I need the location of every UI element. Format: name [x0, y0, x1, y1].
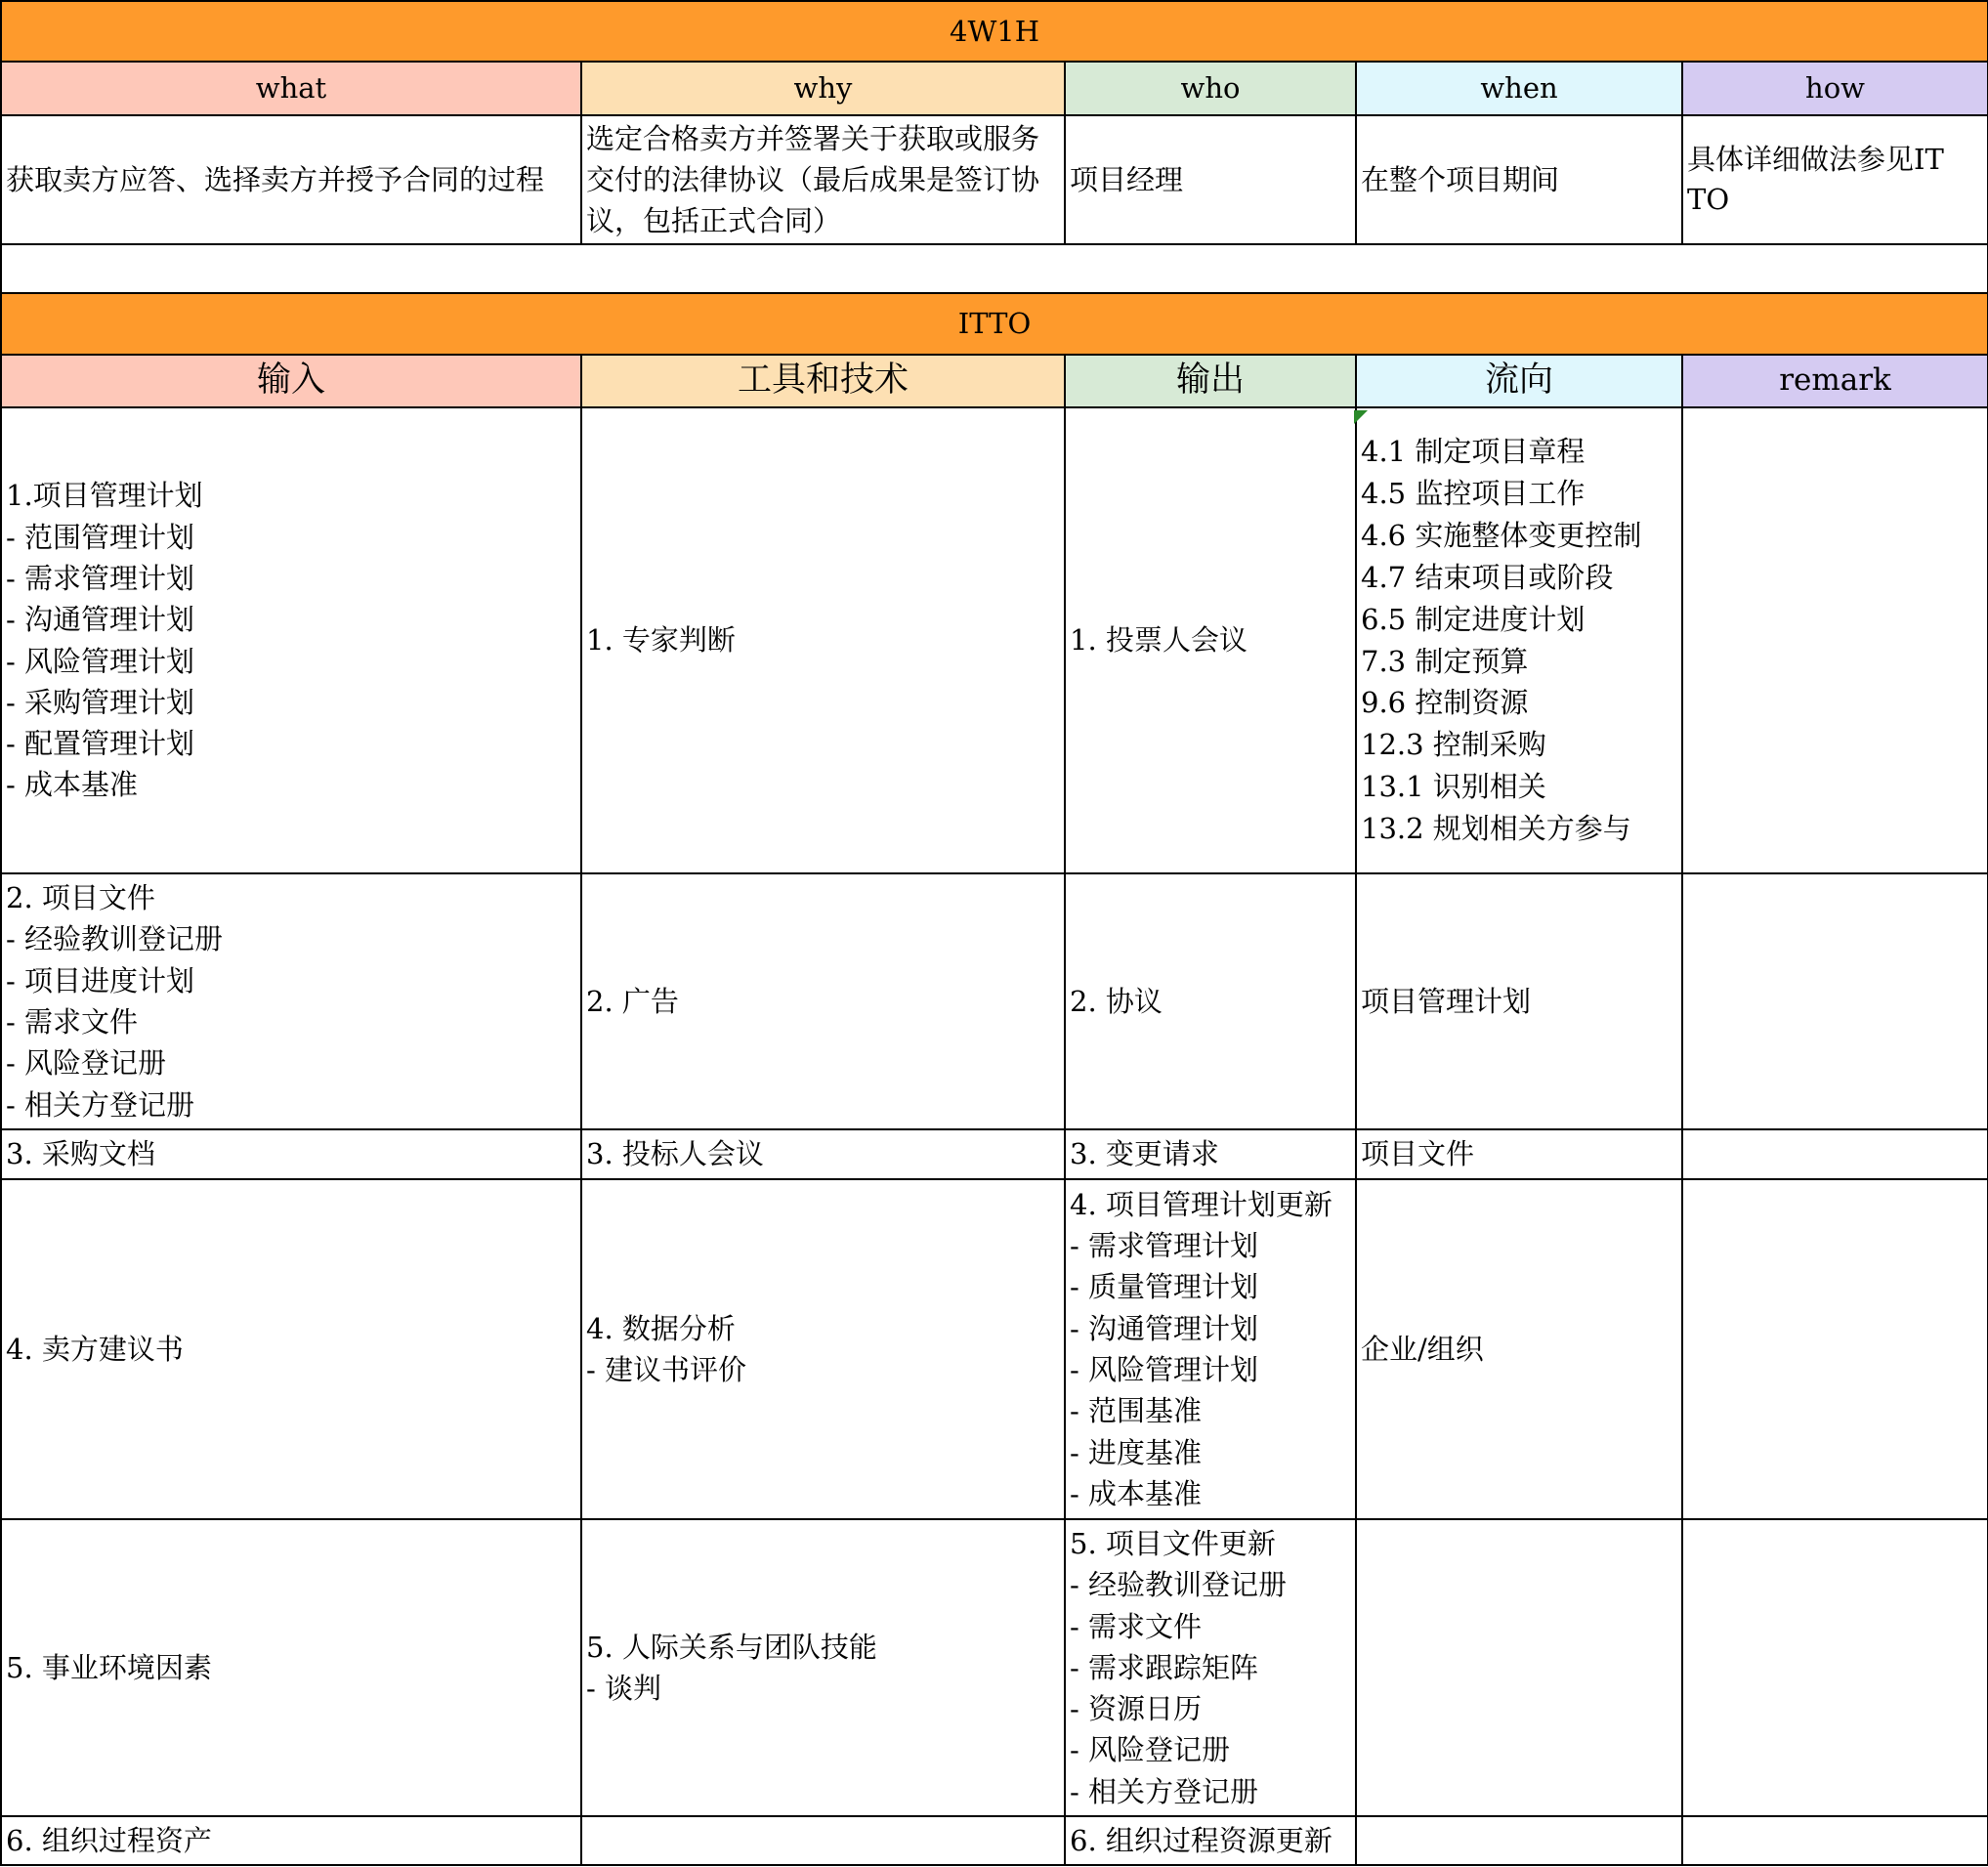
- cell-line: - 经验教训登记册: [6, 922, 224, 956]
- cell-line: 1. 投票人会议: [1070, 623, 1248, 658]
- tools-cell: [581, 1816, 1065, 1865]
- itto-row: [1, 1816, 1988, 1865]
- output-cell: [1065, 1816, 1356, 1865]
- cell-line: 4.6 实施整体变更控制: [1361, 518, 1642, 552]
- cell-line: - 范围基准: [1070, 1394, 1203, 1428]
- output-cell: [1065, 1519, 1356, 1816]
- input-cell: [1, 1179, 581, 1519]
- header-how: how: [1682, 62, 1988, 115]
- tools-cell: [581, 1179, 1065, 1519]
- flow-cell: [1356, 407, 1682, 873]
- comment-indicator-icon: [1354, 410, 1368, 424]
- spacer-row: [1, 244, 1988, 293]
- cell-line: 2. 广告: [586, 984, 679, 1018]
- cell-line: - 采购管理计划: [6, 685, 195, 719]
- header-tools: 工具和技术: [581, 355, 1065, 407]
- remark-cell: [1682, 407, 1988, 873]
- value-when: 在整个项目期间: [1356, 115, 1682, 244]
- cell-line: - 成本基准: [6, 768, 139, 802]
- cell-line: - 风险管理计划: [1070, 1353, 1259, 1386]
- value-what: 获取卖方应答、选择卖方并授予合同的过程: [1, 115, 581, 244]
- cell-line: 4. 项目管理计划更新: [1070, 1187, 1332, 1221]
- header-who: who: [1065, 62, 1356, 115]
- flow-cell: [1356, 1816, 1682, 1865]
- cell-line: - 沟通管理计划: [6, 603, 195, 637]
- tools-cell: [581, 407, 1065, 873]
- cell-line: - 建议书评价: [586, 1353, 747, 1386]
- cell-line: 6.5 制定进度计划: [1361, 602, 1586, 636]
- itto-title: ITTO: [1, 293, 1988, 355]
- output-cell: [1065, 1179, 1356, 1519]
- value-why: 选定合格卖方并签署关于获取或服务交付的法律协议（最后成果是签订协议，包括正式合同）: [581, 115, 1065, 244]
- cell-line: 2. 协议: [1070, 984, 1163, 1018]
- output-cell: [1065, 873, 1356, 1129]
- cell-line: 7.3 制定预算: [1361, 644, 1529, 678]
- flow-cell: [1356, 1519, 1682, 1816]
- cell-line: 13.2 规划相关方参与: [1361, 812, 1631, 846]
- remark-cell: [1682, 1519, 1988, 1816]
- itto-row: [1, 873, 1988, 1129]
- cell-line: - 相关方登记册: [1070, 1774, 1259, 1808]
- cell-line: 5. 项目文件更新: [1070, 1526, 1276, 1560]
- cell-line: - 风险登记册: [1070, 1733, 1231, 1767]
- tools-cell: [581, 873, 1065, 1129]
- cell-line: - 进度基准: [1070, 1435, 1203, 1469]
- cell-line: - 需求跟踪矩阵: [1070, 1650, 1259, 1684]
- input-cell: [1, 407, 581, 873]
- header-input: 输入: [1, 355, 581, 407]
- cell-line: 4. 数据分析: [586, 1311, 736, 1345]
- tools-cell: [581, 1519, 1065, 1816]
- cell-line: 2. 项目文件: [6, 881, 155, 915]
- cell-line: 4.5 监控项目工作: [1361, 476, 1586, 510]
- cell-line: - 风险登记册: [6, 1046, 167, 1081]
- header-output: 输出: [1065, 355, 1356, 407]
- input-cell: [1, 873, 581, 1129]
- flow-cell: [1356, 873, 1682, 1129]
- header-remark: remark: [1682, 355, 1988, 407]
- remark-cell: [1682, 1129, 1988, 1179]
- cell-line: 项目文件: [1361, 1137, 1475, 1171]
- itto-row: [1, 1519, 1988, 1816]
- w4h-title: 4W1H: [1, 1, 1988, 62]
- header-flow: 流向: [1356, 355, 1682, 407]
- cell-line: 5. 人际关系与团队技能: [586, 1630, 877, 1664]
- remark-cell: [1682, 1816, 1988, 1865]
- header-why: why: [581, 62, 1065, 115]
- flow-cell: [1356, 1129, 1682, 1179]
- cell-line: 3. 投标人会议: [586, 1137, 764, 1171]
- cell-line: 1.项目管理计划: [6, 479, 203, 513]
- cell-line: 6. 组织过程资产: [6, 1823, 212, 1857]
- cell-line: - 成本基准: [1070, 1476, 1203, 1510]
- cell-line: - 配置管理计划: [6, 727, 195, 761]
- cell-line: - 需求管理计划: [1070, 1229, 1259, 1263]
- cell-line: - 沟通管理计划: [1070, 1311, 1259, 1345]
- cell-line: - 风险管理计划: [6, 644, 195, 678]
- input-cell: [1, 1519, 581, 1816]
- itto-row: [1, 407, 1988, 873]
- cell-line: 13.1 识别相关: [1361, 770, 1546, 804]
- value-how: 具体详细做法参见ITTO: [1682, 115, 1988, 244]
- cell-line: 6. 组织过程资源更新: [1070, 1823, 1332, 1857]
- cell-line: 4.1 制定项目章程: [1361, 434, 1586, 468]
- cell-line: 12.3 控制采购: [1361, 728, 1546, 762]
- cell-line: - 相关方登记册: [6, 1087, 195, 1122]
- cell-line: 1. 专家判断: [586, 623, 736, 658]
- itto-row: [1, 1179, 1988, 1519]
- itto-row: [1, 1129, 1988, 1179]
- tools-cell: [581, 1129, 1065, 1179]
- cell-line: 企业/组织: [1361, 1332, 1484, 1366]
- cell-line: - 谈判: [586, 1672, 662, 1705]
- input-cell: [1, 1129, 581, 1179]
- cell-line: - 需求文件: [1070, 1609, 1203, 1643]
- cell-line: 3. 变更请求: [1070, 1137, 1219, 1171]
- cell-line: - 项目进度计划: [6, 963, 195, 997]
- cell-line: - 经验教训登记册: [1070, 1568, 1288, 1602]
- header-when: when: [1356, 62, 1682, 115]
- header-what: what: [1, 62, 581, 115]
- cell-line: 4. 卖方建议书: [6, 1332, 184, 1366]
- cell-line: - 需求文件: [6, 1005, 139, 1039]
- itto-rows: [1, 407, 1988, 1865]
- cell-line: - 需求管理计划: [6, 561, 195, 595]
- cell-line: 项目管理计划: [1361, 984, 1532, 1018]
- remark-cell: [1682, 1179, 1988, 1519]
- cell-line: 9.6 控制资源: [1361, 686, 1529, 720]
- flow-cell: [1356, 1179, 1682, 1519]
- cell-line: - 资源日历: [1070, 1692, 1203, 1726]
- cell-line: 4.7 结束项目或阶段: [1361, 560, 1614, 594]
- cell-line: 5. 事业环境因素: [6, 1650, 212, 1684]
- input-cell: [1, 1816, 581, 1865]
- cell-line: - 范围管理计划: [6, 520, 195, 554]
- remark-cell: [1682, 873, 1988, 1129]
- cell-line: - 质量管理计划: [1070, 1270, 1259, 1304]
- output-cell: [1065, 1129, 1356, 1179]
- output-cell: [1065, 407, 1356, 873]
- cell-line: 3. 采购文档: [6, 1137, 155, 1171]
- value-who: 项目经理: [1065, 115, 1356, 244]
